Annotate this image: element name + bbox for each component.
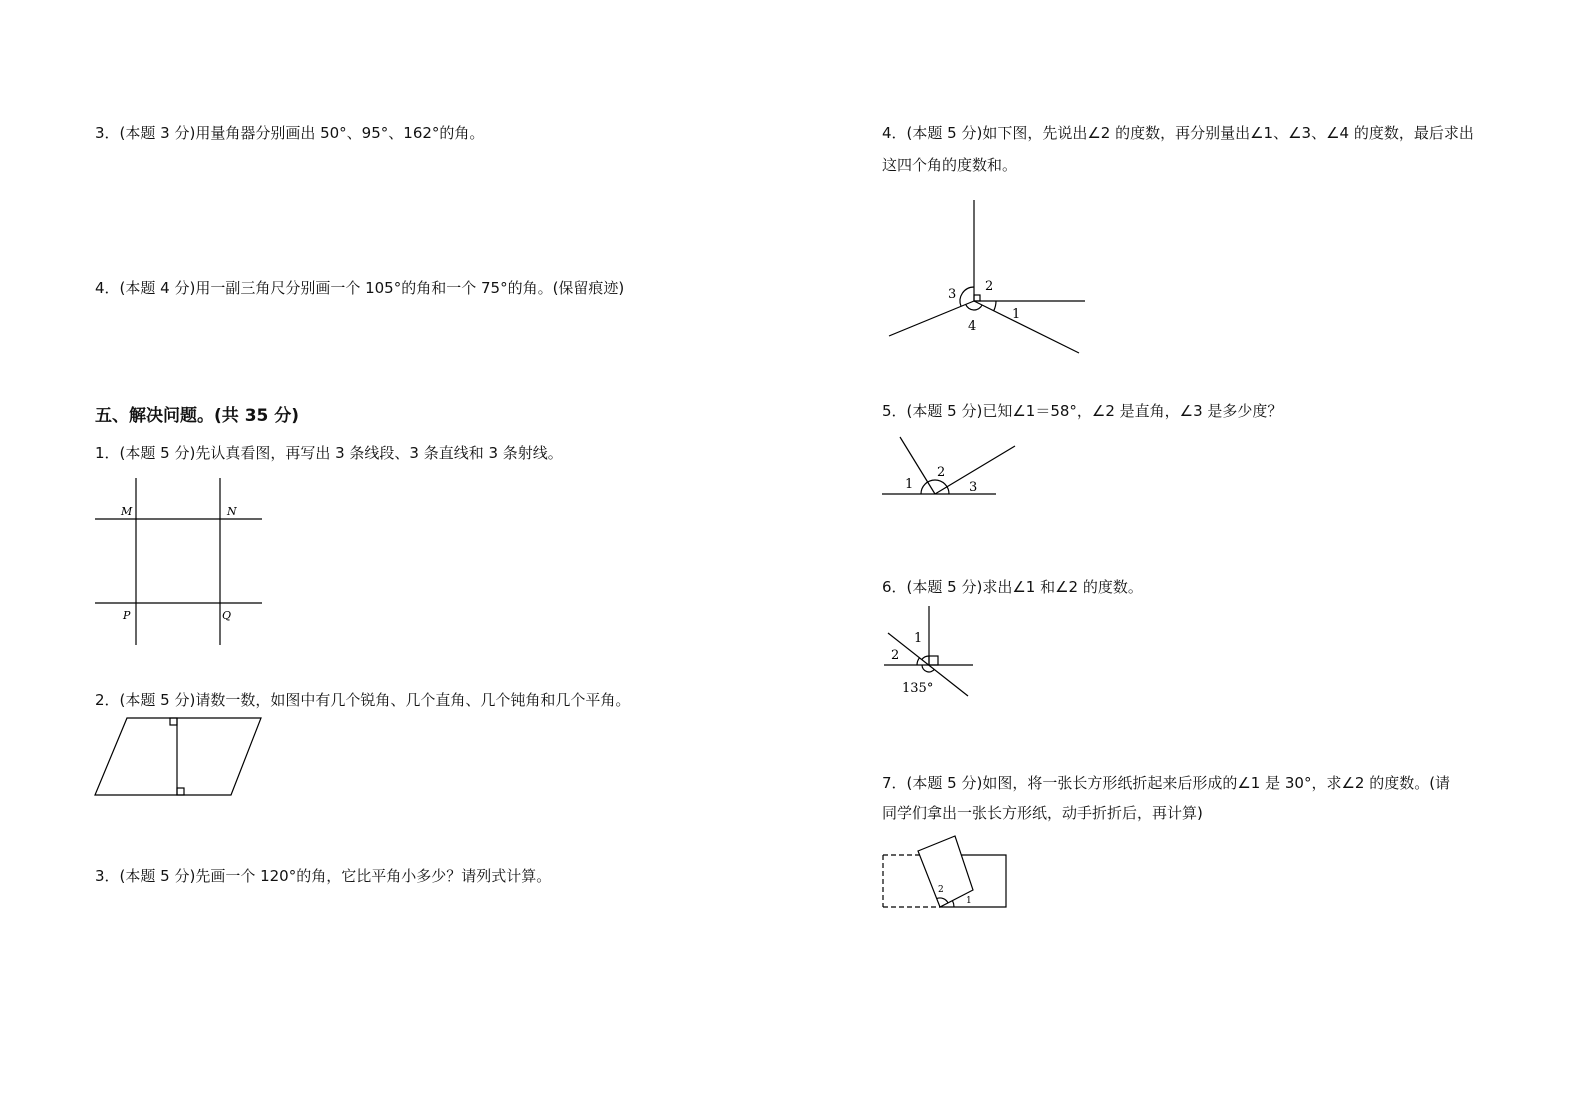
angle-1-label: 1 [905,477,914,492]
line-grid-figure [90,474,270,650]
three-angles-on-line-figure [878,432,1018,500]
intersecting-lines-figure [880,600,980,702]
angle-1-arc [994,301,996,311]
lower-left-ray [889,301,977,336]
lower-right-ray [974,301,1079,353]
question-3-protractor: 3．(本题 3 分)用量角器分别画出 50°、95°、162°的角。 [95,124,485,142]
angle-4-arc [966,304,982,310]
problem-1-text: 1．(本题 5 分)先认真看图，再写出 3 条线段、3 条直线和 3 条射线。 [95,444,563,462]
angle-2-label: 2 [985,279,994,294]
problem-5-text: 5．(本题 5 分)已知∠1＝58°，∠2 是直角，∠3 是多少度？ [882,402,1283,420]
point-q-label: Q [222,609,232,622]
angle-3-label: 3 [948,287,957,302]
folded-paper-figure [880,830,1010,912]
angle-3-label: 3 [969,480,978,495]
right-angle-mark [974,295,980,301]
problem-4-text-line-2: 这四个角的度数和。 [882,156,1018,174]
angle-2-label: 2 [938,885,944,895]
straight-angle-arc [921,480,949,494]
point-n-label: N [227,505,237,518]
four-angles-figure [880,195,1090,357]
problem-7-text-line-2: 同学们拿出一张长方形纸，动手折折后，再计算) [882,804,1203,822]
angle-4-label: 4 [968,319,977,334]
problem-2-text: 2．(本题 5 分)请数一数，如图中有几个锐角、几个直角、几个钝角和几个平角。 [95,691,631,709]
parallelogram-figure [90,712,270,802]
angle-2-label: 2 [891,648,900,663]
problem-3-text: 3．(本题 5 分)先画一个 120°的角，它比平角小多少？请列式计算。 [95,867,552,885]
section-title-problem-solving: 五、解决问题。(共 35 分) [95,406,300,426]
problem-4-text-line-1: 4．(本题 5 分)如下图，先说出∠2 的度数，再分别量出∠1、∠3、∠4 的度数，最后求出 [882,124,1474,142]
angle-2-arc [917,658,920,665]
question-4-set-squares: 4．(本题 4 分)用一副三角尺分别画一个 105°的角和一个 75°的角。(保留痕迹) [95,279,625,297]
point-m-label: M [121,505,133,518]
problem-6-text: 6．(本题 5 分)求出∠1 和∠2 的度数。 [882,578,1143,596]
right-angle-mark-bottom [177,788,184,795]
angle-1-arc [922,656,929,659]
right-angle-mark [929,656,938,665]
angle-1-arc [952,901,954,907]
right-angle-mark-top [170,718,177,725]
folded-flap [918,836,973,907]
angle-1-label: 1 [966,896,972,906]
given-angle-label: 135° [902,681,934,696]
angle-2-label: 2 [937,465,946,480]
parallelogram-outline [95,718,261,795]
angle-1-label: 1 [914,631,923,646]
point-p-label: P [123,609,131,622]
problem-7-text-line-1: 7．(本题 5 分)如图，将一张长方形纸折起来后形成的∠1 是 30°，求∠2 的度数。(请 [882,774,1451,792]
angle-1-label: 1 [1012,307,1021,322]
